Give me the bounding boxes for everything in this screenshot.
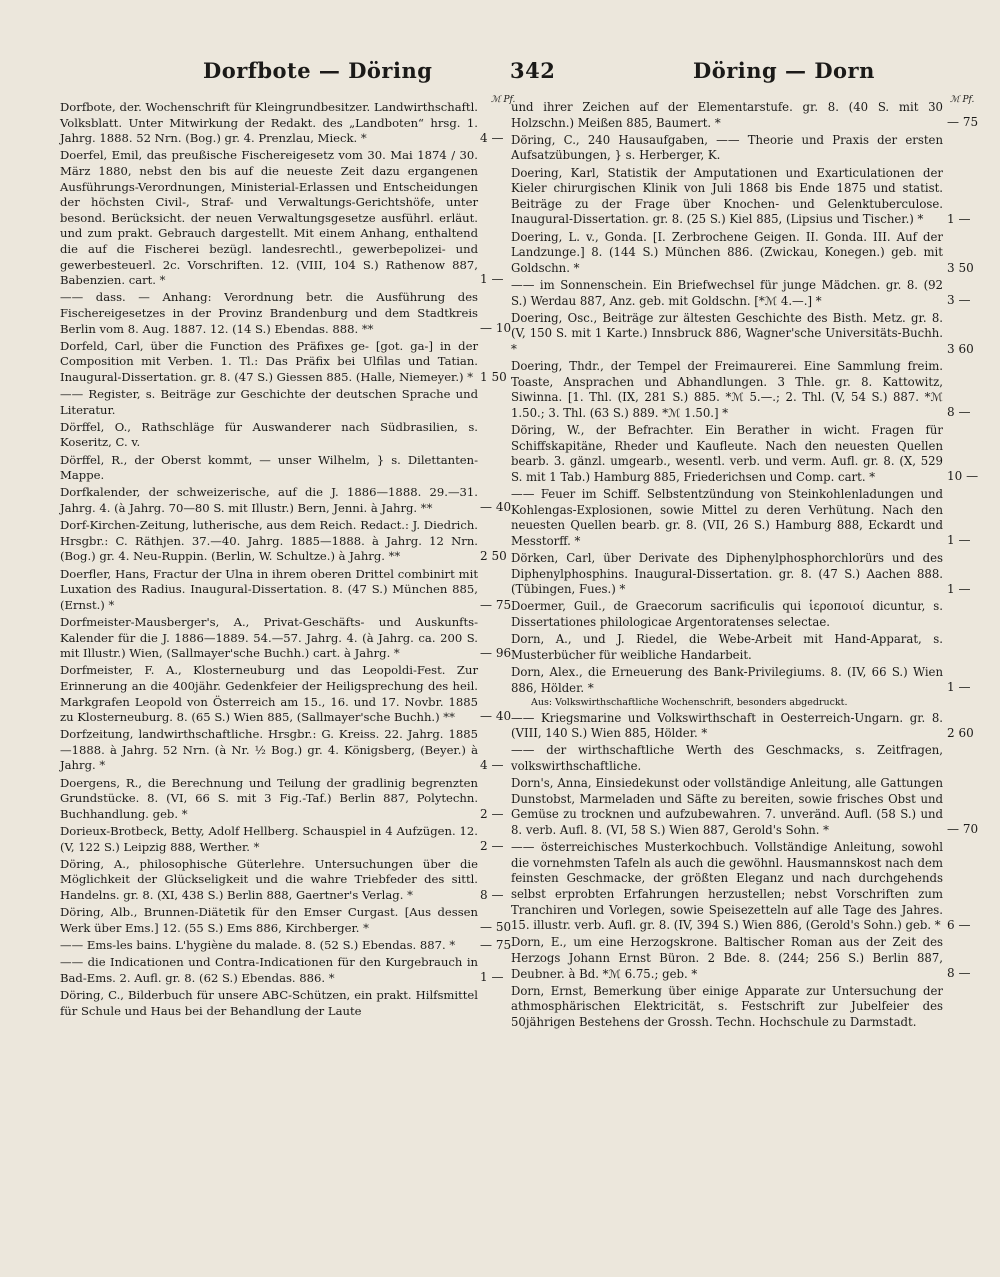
entry-text: Dorfmeister, F. A., Klosterneuburg und das Leopoldi-Fest. Zur Erinnerung an die 400jähr. Gedenkfeier der Heiligsprechung des heil. Markgrafen Leopold von Österreich am 15., 16. und 17. Novbr. 1885 zu Klosterneuburg. 8. (65 S.) Wien 885, (Sallmayer'sche Buchh.) ** [60, 663, 478, 725]
page-number: 342 [510, 58, 556, 83]
catalog-entry [60, 100, 504, 147]
entry-price: — 70 [947, 822, 979, 837]
entry-text: Dorn's, Anna, Einsiedekunst oder vollständige Anleitung, alle Gattungen Dunstobst, Marmeladen und Säfte zu bereiten, sowie frisches Obst und Gemüse zu trocknen und aufzubewahren. 7. unveränd. Aufl. (58 S.) und 8. verb. Aufl. 8. (VI, 58 S.) Wien 887, Gerold's Sohn. * [511, 776, 943, 838]
catalog-entry [60, 937, 512, 954]
entry-text: Dorn, E., um eine Herzogskrone. Baltischer Roman aus der Zeit des Herzogs Johann Ernst Büron. 2 Bde. 8. (244; 256 S.) Berlin 887, Deubner. à Bd. *ℳ 6.75.; geb. * [511, 935, 943, 981]
entry-price: 1 — [947, 533, 971, 547]
catalog-entry [60, 453, 478, 484]
entry-price: 1 — [947, 679, 971, 694]
catalog-entry [511, 776, 979, 838]
currency-label-left: ℳ Pf. [491, 95, 516, 105]
entry-text: Dorfmeister-Mausberger's, A., Privat-Geschäfts- und Auskunfts-Kalender für die J. 1886—1889. 54.—57. Jahrg. 4. (à Jahrg. ca. 200 S. mit Illustr.) Wien, (Sallmayer'sche Buchh.) cart. à Jahrg. * [60, 614, 478, 661]
catalog-entry [511, 632, 943, 663]
entry-text: Doering, Thdr., der Tempel der Freimaurerei. Eine Sammlung freim. Toaste, Ansprachen und Abhandlungen. 3 Thle. gr. 8. Kattowitz, Siwinna. [1. Thl. (IX, 281 S.) 885. *ℳ 5.—.; 2. Thl. (V, 54 S.) 887. *ℳ 1.50.; 3. Thl. (63 S.) 889. *ℳ 1.50.] * [511, 359, 943, 420]
entry-text: Dörken, Carl, über Derivate des Diphenylphosphorchlorürs und des Diphenylphosphins. Inaugural-Dissertation. gr. 8. (47 S.) Aachen 888. (Tübingen, Fues.) * [511, 550, 943, 597]
entry-price: — 75 [947, 115, 979, 129]
catalog-entry [511, 229, 974, 277]
entry-text: Dorieux-Brotbeck, Betty, Adolf Hellberg. Schauspiel in 4 Aufzügen. 12. (V, 122 S.) Leipzig 888, Werther. * [60, 824, 478, 854]
catalog-entry [511, 487, 971, 549]
catalog-entry [60, 775, 504, 823]
page-header [0, 58, 1000, 90]
entry-price: 1 — [947, 211, 971, 226]
entry-text: —— Feuer im Schiff. Selbstentzündung von Steinkohlenladungen und Kohlengas-Explosionen, sowie Mittel zu deren Verhütung. Nach den neuesten Quellen bearb. gr. 8. (VII, 26 S.) Hamburg 888, Eckardt und Messtorff. * [511, 487, 943, 548]
entry-text: —— österreichisches Musterkochbuch. Vollständige Anleitung, sowohl die vornehmsten Tafeln als auch die gewöhnl. Hausmannskost nach dem feinsten Geschmacke, der größten Eleganz und nach durchgehends selbst erprobten Erfahrungen herzustellen; nebst Vorschriften zum Tranchiren und Vorlegen, sowie Speisezetteln auf alle Tage des Jahres. 15. illustr. verb. Aufl. gr. 8. (IV, 394 S.) Wien 886, (Gerold's Sohn.) geb. * [511, 840, 943, 933]
entry-text: Doerfel, Emil, das preußische Fischereigesetz vom 30. Mai 1874 / 30. März 1880, nebst den bis auf die neueste Zeit dazu ergangenen Ausführungs-Verordnungen, Ministerial-Erlassen und Entscheidungen der höchsten Civil-, Straf- und Verwaltungs-Gerichtshöfe, unter besond. Berücksicht. der neuen Verwaltungsgesetze ausführl. erläut. und zum prakt. Gebrauch dargestellt. Mit einem Anhang, enthaltend die auf die Fischerei bezügl. landesrechtl., gewerbepolizei- und gewerbesteuerl. 2c. Vorschriften. 12. (VIII, 104 S.) Rathenow 887, Babenzien. cart. * [60, 148, 478, 288]
catalog-entry [511, 359, 971, 421]
entry-note: Aus: Volkswirthschaftliche Wochenschrift, besonders abgedruckt. [531, 697, 848, 709]
entry-text: —— Kriegsmarine und Volkswirthschaft in Oesterreich-Ungarn. gr. 8. (VIII, 140 S.) Wien 885, Hölder. * [511, 710, 943, 741]
entry-text: Doering, L. v., Gonda. [I. Zerbrochene Geigen. II. Gonda. III. Auf der Landzunge.] 8. (144 S.) München 886. (Zwickau, Konegen.) geb. mit Goldschn. * [511, 229, 943, 275]
catalog-entry [60, 614, 512, 662]
entry-text: und ihrer Zeichen auf der Elementarstufe. gr. 8. (40 S. mit 30 Holzschn.) Meißen 885, Baumert. * [511, 100, 943, 130]
entry-price: 6 — [947, 918, 971, 933]
catalog-entry [511, 310, 974, 358]
entry-text: Doergens, R., die Berechnung und Teilung der gradlinig begrenzten Grundstücke. 8. (VI, 66 S. mit 3 Fig.-Taf.) Berlin 887, Polytechn. Buchhandlung. geb. * [60, 775, 478, 821]
currency-label-right: ℳ Pf. [950, 95, 975, 105]
entry-price: — 40 [480, 709, 512, 724]
entry-price: — 40 [480, 500, 512, 515]
entry-text: Dorn, Ernst, Bemerkung über einige Apparate zur Untersuchung der athmosphärischen Elektricität, s. Festschrift zur Jubelfeier des 50jährigen Bestehens der Grossh. Techn. Hochschule zu Darmstadt. [511, 983, 943, 1029]
entry-text: —— Register, s. Beiträge zur Geschichte der deutschen Sprache und Literatur. [60, 387, 478, 417]
entry-text: —— Ems-les bains. L'hygiène du malade. 8. (52 S.) Ebendas. 887. * [60, 937, 456, 952]
catalog-entry [60, 663, 512, 725]
entry-price: 4 — [480, 758, 504, 773]
catalog-entry [511, 840, 971, 934]
entry-text: Doermer, Guil., de Graecorum sacrificulis qui ἱεροποιοί dicuntur, s. Dissertationes philologicae Argentoratenses selectae. [511, 599, 943, 629]
entry-price: — 75 [480, 937, 512, 952]
catalog-entry [511, 984, 943, 1031]
entry-text: Doering, Osc., Beiträge zur ältesten Geschichte des Bisth. Metz. gr. 8. (V, 150 S. mit 1 Karte.) Innsbruck 886, Wagner'sche Universitäts-Buchh. * [511, 310, 943, 356]
left-running-title: Dorfbote — Döring [203, 58, 433, 83]
entry-text: Döring, W., der Befrachter. Ein Berather in wicht. Fragen für Schiffskapitäne, Rheder und Kaufleute. Nach den neuesten Quellen bearb. 3. gänzl. umgearb., wesentl. verb. und verm. Aufl. gr. 8. (X, 529 S. mit 1 Tab.) Hamburg 885, Friederichsen und Comp. cart. * [511, 423, 943, 484]
catalog-entry [60, 824, 504, 855]
catalog-entry [60, 387, 478, 418]
catalog-entry [511, 133, 943, 164]
catalog-entry [60, 148, 504, 288]
catalog-entry [60, 420, 478, 451]
catalog-entry [60, 856, 504, 904]
catalog-entry [511, 165, 971, 228]
catalog-entry [60, 955, 504, 986]
entry-price: — 96 [480, 645, 512, 660]
entry-price: 8 — [480, 887, 504, 902]
catalog-entry [60, 566, 512, 614]
entry-price: 4 — [480, 131, 504, 145]
entry-price: 8 — [947, 966, 971, 981]
catalog-entry [511, 423, 979, 485]
catalog-entry [511, 710, 974, 742]
entry-text: Doering, Karl, Statistik der Amputationen und Exarticulationen der Kieler chirurgischen Klinik von Juli 1868 bis Ende 1875 und statist. Beiträge zu der Frage über Knochen- und Gelenktuberculose. Inaugural-Dissertation. gr. 8. (25 S.) Kiel 885, (Lipsius und Tischer.) * [511, 165, 943, 227]
entry-text: Döring, C., Bilderbuch für unsere ABC-Schützen, ein prakt. Hilfsmittel für Schule und Haus bei der Behandlung der Laute [60, 987, 478, 1018]
entry-text: —— im Sonnenschein. Ein Briefwechsel für junge Mädchen. gr. 8. (92 S.) Werdau 887, Anz. geb. mit Goldschn. [*ℳ 4.—.] * [511, 277, 943, 308]
entry-text: Dorfeld, Carl, über die Function des Präfixes ge- [got. ga-] in der Composition mit Verben. 1. Tl.: Das Präfix bei Ulfilas und Tatian. Inaugural-Dissertation. gr. 8. (47 S.) Giessen 885. (Halle, Niemeyer.) * [60, 338, 478, 384]
entry-text: Döring, C., 240 Hausaufgaben, —— Theorie und Praxis der ersten Aufsatzübungen, } s. Herberger, K. [511, 132, 943, 163]
entry-price: 1 — [480, 970, 504, 985]
entry-price: 10 — [947, 469, 979, 484]
entry-text: Doerfler, Hans, Fractur der Ulna in ihrem oberen Drittel combinirt mit Luxation des Radius. Inaugural-Dissertation. 8. (47 S.) München 885, (Ernst.) * [60, 566, 478, 612]
right-running-title: Döring — Dorn [693, 58, 875, 83]
entry-text: —— der wirthschaftliche Werth des Geschmacks, s. Zeitfragen, volkswirthschaftliche. [511, 743, 943, 774]
entry-price: 1 50 [480, 369, 507, 384]
catalog-entry [511, 935, 971, 982]
entry-price: 8 — [947, 405, 971, 420]
entry-text: Döring, Alb., Brunnen-Diätetik für den Emser Curgast. [Aus dessen Werk über Ems.] 12. (55 S.) Ems 886, Kirchberger. * [60, 905, 478, 935]
entry-text: Dorn, A., und J. Riedel, die Webe-Arbeit mit Hand-Apparat, s. Musterbücher für weibliche Handarbeit. [511, 632, 943, 662]
catalog-entry [511, 599, 943, 630]
entry-price: 3 — [947, 292, 971, 307]
entry-price: — 75 [480, 597, 512, 612]
entry-price: 1 — [947, 581, 971, 596]
entry-price: 3 60 [947, 341, 974, 356]
catalog-entry [60, 338, 507, 386]
catalog-entry [60, 905, 512, 936]
entry-text: Dorn, Alex., die Erneuerung des Bank-Privilegiums. 8. (IV, 66 S.) Wien 886, Hölder. * [511, 664, 943, 695]
catalog-entry [60, 290, 512, 337]
entry-text: Dorf-Kirchen-Zeitung, lutherische, aus dem Reich. Redact.: J. Diedrich. Hrsgbr.: C. Räthjen. 37.—40. Jahrg. 1885—1888. à Jahrg. 12 Nrn. (Bog.) gr. 4. Neu-Ruppin. (Berlin, W. Schultze.) à Jahrg. ** [60, 518, 478, 564]
catalog-entry [511, 743, 943, 774]
entry-text: Dorfkalender, der schweizerische, auf die J. 1886—1888. 29.—31. Jahrg. 4. (à Jahrg. 70—80 S. mit Illustr.) Bern, Jenni. à Jahrg. ** [60, 485, 478, 515]
entry-price: 2 60 [947, 725, 974, 740]
catalog-entry [511, 277, 971, 309]
entry-price: 1 — [480, 272, 504, 287]
catalog-entry [60, 518, 507, 565]
entry-price: 2 — [480, 806, 504, 821]
catalog-entry [60, 485, 512, 516]
entry-text: —— dass. — Anhang: Verordnung betr. die Ausführung des Fischereigesetzes in der Provinz Brandenburg und dem Stadtkreis Berlin vom 8. Aug. 1887. 12. (14 S.) Ebendas. 888. ** [60, 290, 478, 336]
catalog-entry [60, 727, 504, 774]
entry-text: Dorfbote, der. Wochenschrift für Kleingrundbesitzer. Landwirthschaftl. Volksblatt. Unter Mitwirkung der Redakt. des „Landboten“ hrsg. 1. Jahrg. 1888. 52 Nrn. (Bog.) gr. 4. Prenzlau, Mieck. * [60, 100, 478, 146]
catalog-entry [511, 664, 971, 709]
entry-text: Döring, A., philosophische Güterlehre. Untersuchungen über die Möglichkeit der Glückseligkeit und die wahre Triebfeder des sittl. Handelns. gr. 8. (XI, 438 S.) Berlin 888, Gaertner's Verlag. * [60, 856, 478, 902]
entry-text: Dörffel, O., Rathschläge für Auswanderer nach Südbrasilien, s. Koseritz, C. v. [60, 419, 478, 450]
entry-price: 2 50 [480, 549, 507, 564]
left-column [60, 100, 512, 1021]
catalog-entry [60, 988, 478, 1019]
entry-price: — 10 [480, 321, 512, 336]
entry-price: — 50 [480, 920, 512, 935]
catalog-entry [511, 550, 971, 598]
entry-price: 2 — [480, 839, 504, 854]
entry-text: Dorfzeitung, landwirthschaftliche. Hrsgbr.: G. Kreiss. 22. Jahrg. 1885—1888. à Jahrg. 52 Nrn. (à Nr. ½ Bog.) gr. 4. Königsberg, (Beyer.) à Jahrg. * [60, 727, 478, 773]
entry-text: —— die Indicationen und Contra-Indicationen für den Kurgebrauch in Bad-Ems. 2. Aufl. gr. 8. (62 S.) Ebendas. 886. * [60, 955, 478, 985]
entry-text: Dörffel, R., der Oberst kommt, — unser Wilhelm, } s. Dilettanten-Mappe. [60, 452, 478, 483]
entry-price: 3 50 [947, 260, 974, 275]
